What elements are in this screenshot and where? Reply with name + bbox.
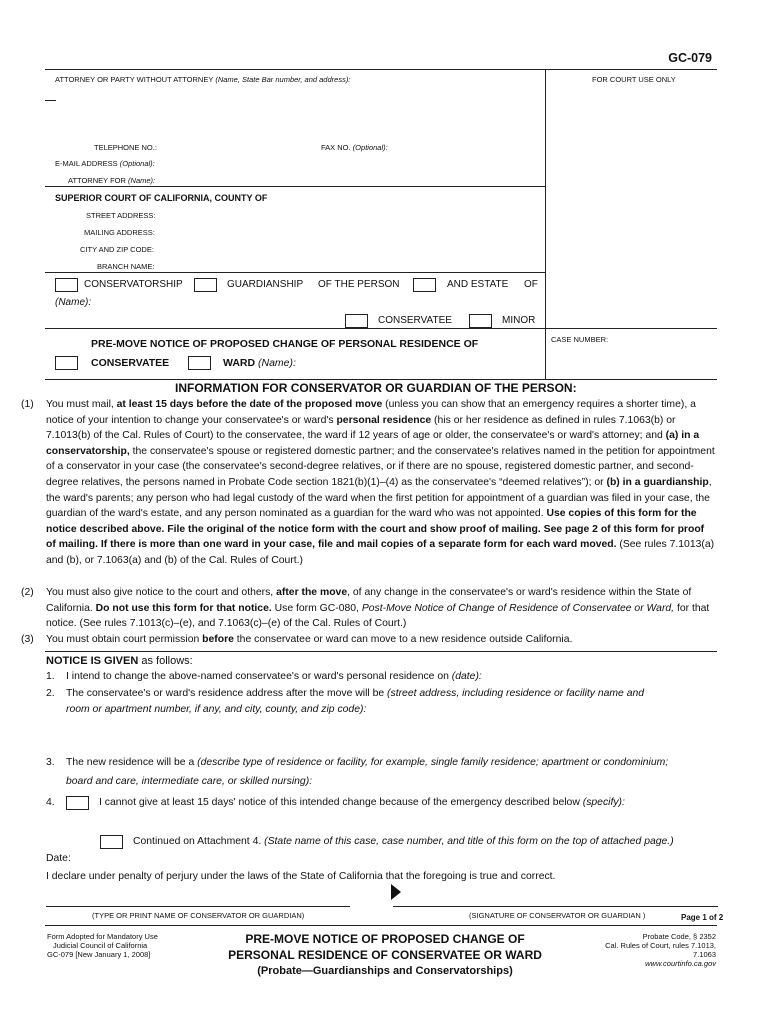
info-p3-run: the conservatee or ward can move to a new residence outside California. (233, 634, 573, 645)
case-name-label: (Name): (55, 297, 92, 308)
notice-item-2: The conservatee's or ward's residence address after the move will be (street address, including residence or facility name and (66, 688, 645, 699)
case-number-input[interactable] (551, 350, 715, 370)
info-p2-run: Use form GC-080, (271, 602, 362, 614)
info-p1-run: personal residence (336, 414, 432, 426)
residence-type-input[interactable] (330, 775, 714, 789)
info-paragraph-1 (46, 397, 716, 569)
case-number-divider (545, 328, 546, 379)
of-the-person-label: OF THE PERSON (318, 279, 400, 290)
notice-item-3-number: 3. (46, 757, 55, 768)
info-p3-run: before (202, 634, 234, 645)
title-ward-label: WARD (Name): (223, 357, 296, 369)
notice-section-rule (45, 651, 717, 652)
attachment-checkbox[interactable] (100, 835, 123, 849)
title-ward-checkbox[interactable] (188, 356, 211, 370)
printed-name-line (46, 906, 350, 907)
conservatee-checkbox[interactable] (345, 314, 368, 328)
info-paragraph-3 (46, 632, 716, 648)
info-p1-run: the conservatee's spouse or registered domestic partner; and the conservatee's relatives named in the petition for appointment of a conservator in your case (the conservatee's second-degree relatives, or if there are no spouse, registered domestic partner, and second-degree relatives, the persons named in Probate Code section 1821(b)(1)–(4) as the conservatee's “deemed relatives”); or (46, 445, 715, 488)
title-box-bottom-rule (45, 379, 717, 380)
street-address-input[interactable] (162, 209, 536, 223)
case-name-input[interactable] (100, 295, 534, 309)
and-estate-label: AND ESTATE (447, 279, 509, 290)
court-use-divider (545, 69, 546, 328)
footer-website-link[interactable]: www.courtinfo.ca.gov (645, 959, 716, 968)
notice-given-label: NOTICE IS GIVEN as follows: (46, 655, 193, 667)
footer-rule (45, 925, 717, 926)
footer-title-line-2: PERSONAL RESIDENCE OF CONSERVATEE OR WARD (228, 948, 542, 962)
case-row-bottom-rule (45, 328, 717, 329)
info-p1-run: (b) in a guardianship (606, 476, 709, 488)
info-item-1-number: (1) (21, 399, 34, 410)
conservatorship-checkbox[interactable] (55, 278, 78, 292)
of-label: OF (524, 279, 538, 290)
city-zip-label: CITY AND ZIP CODE: (80, 245, 154, 254)
notice-item-2-number: 2. (46, 688, 55, 699)
printed-name-input[interactable] (46, 890, 350, 906)
conservatorship-label: CONSERVATORSHIP (84, 279, 183, 290)
street-address-label: STREET ADDRESS: (86, 211, 156, 220)
county-input[interactable] (296, 191, 540, 205)
conservatee-label: CONSERVATEE (378, 315, 452, 326)
new-address-input[interactable] (66, 720, 710, 754)
info-p3-run: You must obtain court permission (46, 634, 203, 645)
info-p1-run: You must mail, (46, 399, 117, 410)
attorney-label: ATTORNEY OR PARTY WITHOUT ATTORNEY (Name, State Bar number, and address): (55, 75, 351, 84)
fax-label: FAX NO. (Optional): (321, 143, 388, 152)
footer-title-line-1: PRE-MOVE NOTICE OF PROPOSED CHANGE OF (245, 932, 525, 946)
info-p1-run: (unless you can show that an emergency requires a shorter time), a notice of your intention to change your conservatee's or ward's (46, 399, 696, 426)
info-p2-run: You must also give notice to the court and others, (46, 587, 277, 598)
page-number: Page 1 of 2 (681, 913, 724, 922)
court-use-label: FOR COURT USE ONLY (592, 75, 676, 84)
telephone-input[interactable] (160, 141, 314, 155)
footer-title-line-3: (Probate—Guardianships and Conservatorships) (257, 965, 513, 977)
emergency-description-input[interactable] (99, 812, 713, 834)
notice-item-2-hint: room or apartment number, if any, and city, county, and zip code): (66, 704, 367, 715)
info-p2-run: , of any change in the conservatee's or ward's residence within the State of California. (46, 587, 692, 614)
fax-input[interactable] (395, 141, 539, 155)
and-estate-checkbox[interactable] (413, 278, 436, 292)
attorney-name-input[interactable] (60, 90, 534, 132)
footer-rule-number: 7.1063 (693, 950, 716, 959)
notice-item-3: The new residence will be a (describe type of residence or facility, for example, single family residence; apartment or condominium; (66, 757, 669, 768)
footer-probate-code: Probate Code, § 2352 (642, 932, 716, 941)
continued-attachment-label: Continued on Attachment 4. (State name of this case, case number, and title of this form on the top of attached page.) (133, 836, 674, 847)
signature-caption: (SIGNATURE OF CONSERVATOR OR GUARDIAN ) (469, 911, 646, 920)
signature-date-input[interactable] (80, 852, 284, 866)
title-conservatee-label: CONSERVATEE (91, 357, 170, 369)
court-title: SUPERIOR COURT OF CALIFORNIA, COUNTY OF (55, 193, 268, 203)
attorney-for-input[interactable] (160, 173, 534, 187)
guardianship-label: GUARDIANSHIP (227, 279, 304, 290)
email-input[interactable] (160, 157, 534, 171)
info-paragraph-2 (46, 585, 716, 632)
attorney-margin-tick (45, 100, 56, 101)
guardianship-checkbox[interactable] (194, 278, 217, 292)
move-date-input[interactable] (520, 670, 714, 684)
info-p1-run: (a) in a conservatorship, (46, 430, 700, 457)
footer-rules-of-court: Cal. Rules of Court, rules 7.1013, (605, 941, 716, 950)
info-p1-run: at least 15 days before the date of the proposed move (116, 399, 383, 410)
notice-item-4-number: 4. (46, 797, 55, 808)
header-top-rule (45, 69, 717, 70)
emergency-checkbox[interactable] (66, 796, 89, 810)
form-title: PRE-MOVE NOTICE OF PROPOSED CHANGE OF PERSONAL RESIDENCE OF (91, 338, 479, 350)
branch-name-label: BRANCH NAME: (97, 262, 155, 271)
footer-council: Judicial Council of California (53, 941, 148, 950)
attorney-for-label: ATTORNEY FOR (Name): (68, 176, 156, 185)
printed-name-caption: (TYPE OR PRINT NAME OF CONSERVATOR OR GUARDIAN) (92, 911, 305, 920)
footer-form-revision: GC-079 [New January 1, 2008] (47, 950, 151, 959)
telephone-label: TELEPHONE NO.: (94, 143, 157, 152)
branch-name-input[interactable] (162, 260, 536, 274)
signature-line (393, 906, 718, 907)
notice-item-1: I intend to change the above-named conservatee's or ward's personal residence on (date): (66, 671, 482, 682)
date-label: Date: (46, 853, 71, 864)
minor-checkbox[interactable] (469, 314, 492, 328)
footer-adopted: Form Adopted for Mandatory Use (47, 932, 158, 941)
notice-item-3-hint: board and care, intermediate care, or skilled nursing): (66, 776, 313, 787)
form-id: GC-079 (668, 51, 712, 65)
info-item-2-number: (2) (21, 587, 34, 598)
notice-item-1-number: 1. (46, 671, 55, 682)
minor-label: MINOR (502, 315, 536, 326)
mailing-address-label: MAILING ADDRESS: (84, 228, 155, 237)
declaration-text: I declare under penalty of perjury under the laws of the State of California that the foregoing is true and correct. (46, 871, 556, 882)
info-p1-run: , the ward's parents; any person who had legal custody of the ward when the first petition for appointment of a guardian was filed in your case, the guardian of the ward's estate, and any person nominated as a guardian for the ward who was not appointed. (46, 476, 712, 520)
case-number-label: CASE NUMBER: (551, 335, 609, 344)
mailing-address-input[interactable] (162, 226, 536, 240)
info-item-3-number: (3) (21, 634, 34, 645)
info-p1-run: (his or her residence as defined in rules 7.1063(b) or 7.1013(b) of the Cal. Rules of Court) to the conservatee, the ward if 12 years of age or older, the conservatee's or ward's attorney; and (46, 414, 676, 442)
notice-item-4: I cannot give at least 15 days' notice of this intended change because of the emergency described below (specify): (99, 797, 625, 808)
title-conservatee-checkbox[interactable] (55, 356, 78, 370)
info-heading: INFORMATION FOR CONSERVATOR OR GUARDIAN OF THE PERSON: (175, 381, 577, 395)
info-p2-run: for that notice. (See rules 7.1013(c)–(e), and 7.1063(c)–(e) of the Cal. Rules of Court.) (46, 602, 710, 630)
info-p1-run: (See rules 7.1013(a) and (b), or 7.1063(a) and (b) of the Cal. Rules of Court.) (46, 539, 715, 566)
email-label: E-MAIL ADDRESS (Optional): (55, 159, 155, 168)
info-p2-run: Post-Move Notice of Change of Residence of Conservatee or Ward, (361, 602, 675, 614)
info-p2-run: after the move (276, 587, 348, 598)
city-zip-input[interactable] (162, 243, 536, 257)
signature-field[interactable] (396, 890, 716, 904)
title-name-input[interactable] (310, 355, 539, 369)
info-p2-run: Do not use this form for that notice. (95, 602, 272, 614)
info-p1-run: Use copies of this form for the notice described above. File the original of the notice form with the court and show proof of mailing. See page 2 of this form for proof of mailing. If there is more than one ward in your case, file and mail copies of a separate form for each ward moved. (46, 508, 705, 551)
